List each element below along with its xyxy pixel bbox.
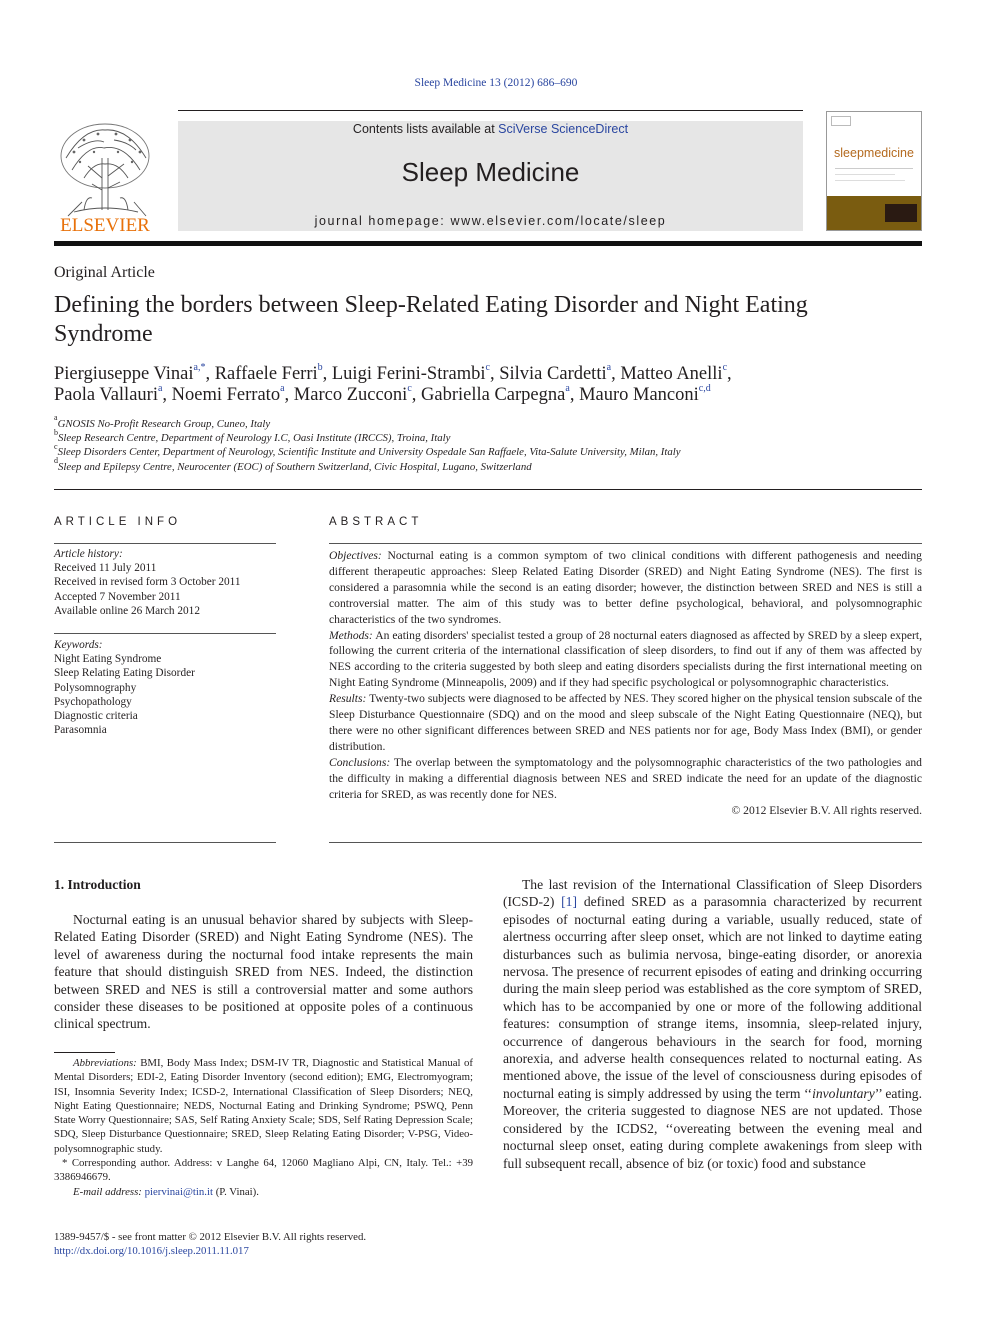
author-name[interactable]: Luigi Ferini-Strambi	[331, 364, 486, 384]
author-affiliation-mark[interactable]: b	[317, 361, 323, 373]
author-affiliation-mark[interactable]: c	[722, 361, 728, 373]
abbreviations-label: Abbreviations:	[73, 1057, 137, 1069]
article-info-rule	[54, 633, 276, 634]
contents-prefix: Contents lists available at	[352, 122, 499, 136]
affiliation-text: Sleep Research Centre, Department of Neurology I.C, Oasi Institute (IRCCS), Troina, Italy	[58, 432, 451, 445]
author-affiliation-mark[interactable]: a	[280, 382, 285, 394]
author-affiliation-mark[interactable]: a	[606, 361, 612, 373]
abstract-objectives	[329, 548, 922, 628]
abstract-rule	[329, 543, 922, 544]
abstract-body	[329, 548, 922, 818]
methods-label: Methods:	[329, 628, 373, 642]
keyword-item[interactable]: Parasomnia	[54, 724, 107, 737]
history-item: Received 11 July 2011	[54, 562, 157, 575]
section-divider	[54, 489, 922, 490]
header-bottom-rule	[54, 241, 922, 246]
affiliation-key: a	[54, 413, 58, 423]
article-title: Defining the borders between Sleep-Related Eating Disorder and Night Eating Syndrome	[54, 292, 808, 347]
author-name[interactable]: Mauro Manconi	[579, 385, 699, 405]
footnotes	[54, 1056, 473, 1199]
author-affiliation-mark[interactable]: c,d	[698, 382, 711, 394]
section-heading: 1. Introduction	[54, 877, 141, 892]
abstract-methods	[329, 628, 922, 692]
elsevier-logo[interactable]	[54, 118, 156, 236]
author-affiliation-mark[interactable]: a,*	[193, 361, 206, 373]
affiliation-key: c	[54, 441, 58, 451]
history-item: Accepted 7 November 2011	[54, 590, 181, 603]
author-list: Piergiuseppe Vinai$^{a,*}$, Raffaele Ferri$^b$, Luigi Ferini-Strambi$^c$, Silvia Cardetti$^a$, Matteo Anelli$^c$, Paola Vallauri$^a$, Noemi Ferrato$^a$, Marco Zucconi$^c$, Gabriella Carpegna$^a$, Mauro Manconi$^{c,d}$	[54, 361, 732, 405]
conclusions-label: Conclusions:	[329, 755, 391, 769]
email-link[interactable]: piervinai@tin.it	[144, 1185, 213, 1198]
objectives-label: Objectives:	[329, 549, 382, 562]
affiliation-item	[54, 456, 922, 474]
cover-line	[835, 174, 895, 175]
journal-name: Sleep Medicine	[401, 157, 580, 187]
abstract-heading: ABSTRACT	[329, 516, 423, 528]
author-name[interactable]: Silvia Cardetti	[499, 364, 607, 384]
cover-logo-mark	[831, 116, 851, 126]
corresponding-author-footnote: * Corresponding author. Address: v Langhe 64, 12060 Magliano Alpi, CN, Italy. Tel.: +39 3386946679.	[54, 1157, 473, 1184]
affiliation-item	[54, 441, 922, 459]
elsevier-wordmark: ELSEVIER	[60, 215, 150, 236]
footnote-rule	[54, 1052, 115, 1053]
abbreviations-text: BMI, Body Mass Index; DSM-IV TR, Diagnostic and Statistical Manual of Mental Disorders; EDI-2, Eating Disorder Inventory (second edition); EMG, Electromyogram; ISI, Insomnia Severity Index; ICSD-2, International Classification of Sleep Disorders; NEQ, Night Eating Questionnaire; NEDS, Nocturnal Eating and Drinking Syndrome; PSWQ, Penn State Worry Questionnaire; SAS, Self Rating Anxiety Scale; SDS, Self Rating Depression Scale; SDQ, Sleep Disturbance Questionnaire; SRED, Sleep Relating Eating Disorder; V-PSG, Video-polysomnographic study.	[54, 1057, 473, 1155]
doi-link[interactable]: http://dx.doi.org/10.1016/j.sleep.2011.11.017	[54, 1245, 249, 1258]
history-item: Received in revised form 3 October 2011	[54, 576, 241, 589]
methods-text: An eating disorders' specialist tested a group of 28 nocturnal eaters diagnosed as affected by SRED by a sleep expert, following the current criteria of the international classification of sleep disorders, to find out if any of them was affected by NES according to the criteria suggested by both sleep and eating disorders specialists during the first international meeting on Night Eating Syndrome (Minneapolis, 2009) and if they had specific psychological or polysomnographic characteristics.	[329, 628, 922, 690]
abbreviations-footnote	[54, 1056, 473, 1156]
keyword-item[interactable]: Psychopathology	[54, 695, 132, 708]
article-history	[54, 547, 276, 618]
author-name[interactable]: Marco Zucconi	[293, 385, 408, 405]
keyword-item[interactable]: Polysomnography	[54, 681, 137, 694]
abstract-results	[329, 691, 922, 755]
intro-paragraph: Nocturnal eating is an unusual behavior shared by subjects with Sleep-Related Eating Disorder (SRED) and Night Eating Syndrome (NES). The level of awareness during the nocturnal food intake represents the main feature that should distinguish SRED from NES. Indeed, the distinction between SRED and NES is still a controversial matter and some authors consider these diseases to be positioned at opposite poles of a continuous clinical spectrum.	[54, 912, 473, 1032]
affiliation-key: d	[54, 456, 58, 466]
article-info-heading: ARTICLE INFO	[54, 516, 182, 528]
affiliation-text: Sleep Disorders Center, Department of Neurology, Scientific Institute and University Ospedale San Raffaele, Vita-Salute University, Milan, Italy	[57, 446, 681, 459]
journal-cover-thumbnail[interactable]	[826, 111, 922, 231]
front-matter	[54, 1230, 366, 1259]
keyword-item[interactable]: Night Eating Syndrome	[54, 653, 162, 666]
reference-link[interactable]: [1]	[561, 894, 578, 910]
author-name[interactable]: Piergiuseppe Vinai	[54, 364, 194, 384]
affiliation-text: GNOSIS No-Profit Research Group, Cuneo, Italy	[57, 418, 271, 430]
email-footnote	[54, 1185, 473, 1199]
author-name[interactable]: Paola Vallauri	[54, 385, 158, 405]
keyword-item[interactable]: Sleep Relating Eating Disorder	[54, 667, 195, 680]
cover-line	[835, 180, 905, 181]
author-name[interactable]: Matteo Anelli	[620, 364, 723, 384]
author-affiliation-mark[interactable]: c	[407, 382, 412, 394]
article-info-rule	[54, 543, 276, 544]
elsevier-tree-icon	[54, 118, 156, 236]
history-item: Available online 26 March 2012	[54, 604, 200, 617]
author-affiliation-mark[interactable]: c	[485, 361, 490, 373]
cover-line	[835, 168, 913, 169]
article-type: Original Article	[54, 264, 155, 281]
paragraph-text: defined SRED as a parasomnia characterized by recurrent episodes of nocturnal eating during a variable, usually reduced, state of alertness occurring after sleep onset, which are not linked to daytime eating disturbances such as bulimia nervosa, binge-eating disorder, or anorexia nervosa. The presence of recurrent episodes of eating and drinking occurring during the main sleep period was established as the core symptom of SRED, which has to be accompanied by one or more of the following additional features: consumption of strange items, insomnia, sleep-related injury, occurrence of dangerous behaviours in the search for food, morning anorexia, and adverse health consequences related to nocturnal eating. As mentioned above, the issue of the level of consciousness during episodes of nocturnal eating is simply addressed by using the term ‘‘	[503, 894, 923, 1101]
affiliation-key: b	[54, 427, 58, 437]
affiliation-item	[54, 427, 922, 445]
keyword-item[interactable]: Diagnostic criteria	[54, 710, 138, 723]
paragraph-text: ’’ eating. Moreover, the criteria suggested to diagnose NES are not updated. Those considered by the ICDS2, ‘‘overeating between the evening meal and nocturnal sleep onset, eating during complete awakenings from sleep with full subsequent recall, absence of biz (or toxic) food and substance	[503, 1085, 922, 1171]
cover-title: sleepmedicine	[834, 146, 914, 160]
affiliation-list	[54, 413, 922, 474]
copyright-notice: © 2012 Elsevier B.V. All rights reserved.	[731, 803, 922, 817]
author-name[interactable]: Noemi Ferrato	[171, 385, 281, 405]
affiliation-text: Sleep and Epilepsy Centre, Neurocenter (EOC) of Southern Switzerland, Civic Hospital, Lugano, Switzerland	[58, 460, 532, 473]
keywords-label: Keywords:	[54, 639, 103, 651]
abstract-conclusions	[329, 755, 922, 803]
article-info-rule	[54, 842, 276, 843]
abstract-rule	[329, 842, 922, 843]
author-name[interactable]: Gabriella Carpegna	[421, 385, 566, 405]
emphasis-text: involuntary	[812, 1085, 875, 1101]
paragraph-text: The last revision of the International Classification of Sleep Disorders (ICSD-2)	[503, 877, 922, 910]
header-top-rule	[178, 110, 803, 111]
body-paragraph	[503, 876, 922, 1172]
author-affiliation-mark[interactable]: a	[157, 382, 163, 394]
results-text: Twenty-two subjects were diagnosed to be affected by NES. They scored higher on the physical tension subscale of the Sleep Disturbance Questionnaire (SDQ) and on the mood and sleep subscale of the Night Eating Questionnaire (NEQ), but there were no other significant differences between SRED and NES patients nor for age, Body Mass Index (BMI), or gender distribution.	[329, 692, 922, 753]
sciencedirect-link[interactable]: SciVerse ScienceDirect	[498, 122, 629, 136]
conclusions-text: The overlap between the symptomatology and the polysomnographic characteristics of the two pathologies and the difficulty in making a differential diagnosis between NES and SRED indicate the need for an update of the diagnostic criteria for SRED, as was recently done for NES.	[329, 755, 922, 801]
contents-line	[178, 122, 803, 136]
keywords	[54, 638, 276, 737]
email-suffix: (P. Vinai).	[213, 1185, 259, 1198]
author-affiliation-mark[interactable]: a	[565, 382, 570, 394]
results-label: Results:	[329, 692, 367, 706]
issn-line: 1389-9457/$ - see front matter © 2012 Elsevier B.V. All rights reserved.	[54, 1231, 367, 1243]
email-label: E-mail address:	[73, 1185, 142, 1198]
journal-homepage[interactable]: journal homepage: www.elsevier.com/locate/sleep	[314, 214, 667, 228]
author-name[interactable]: Raffaele Ferri	[214, 364, 318, 384]
cover-image-inset	[885, 204, 917, 222]
affiliation-item	[54, 413, 922, 431]
history-label: Article history:	[54, 548, 123, 560]
journal-citation[interactable]: Sleep Medicine 13 (2012) 686–690	[414, 77, 578, 89]
objectives-text: Nocturnal eating is a common symptom of two clinical conditions with different pathogenesis and needing different therapeutic approaches: Sleep Related Eating Disorder (SRED) and Night Eating Syndrome (NES). The first is considered a parasomnia while the second is an eating disorder; however, the distinction between SRED and NES is still a controversial matter. The aim of this study was to better define psychological, behavioral, and polysomnographic characteristics of the two syndromes.	[329, 549, 922, 626]
journal-banner	[178, 121, 803, 231]
